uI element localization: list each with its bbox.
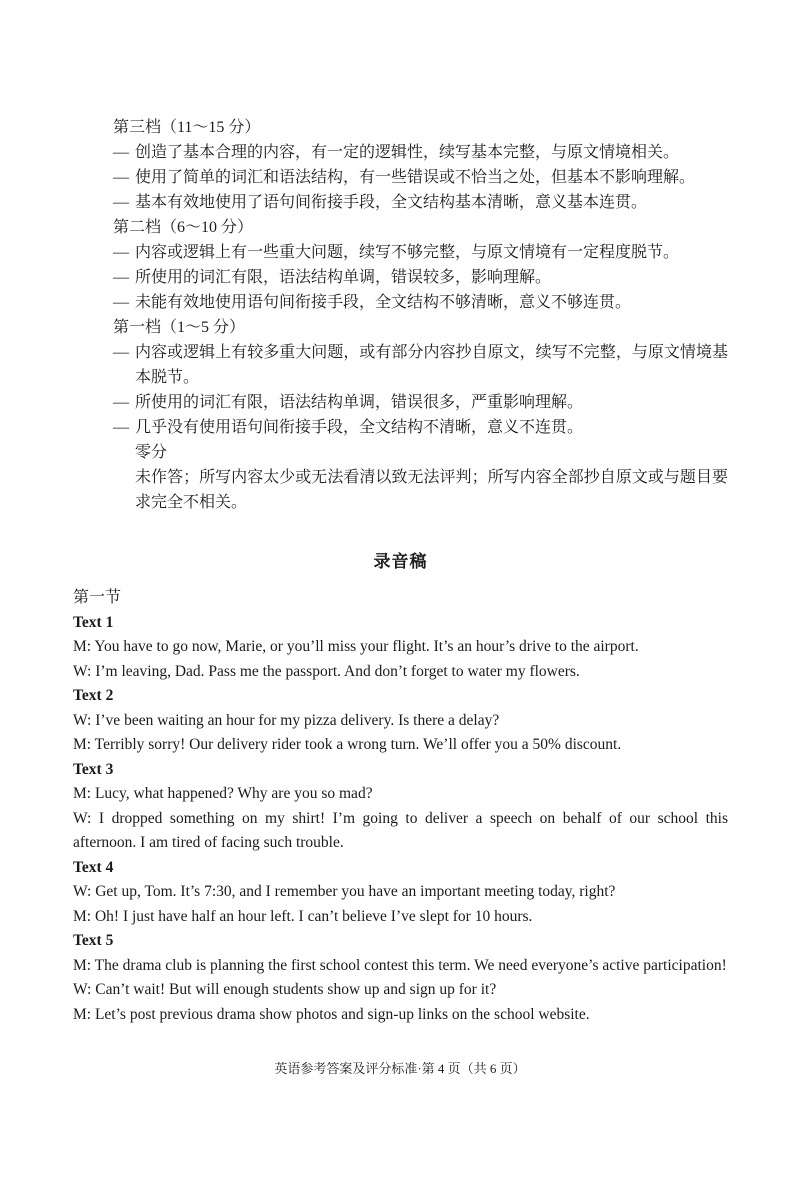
dialogue-line: M: Terribly sorry! Our delivery rider took a wrong turn. We’ll offer you a 50% discount. bbox=[73, 736, 622, 753]
rubric-band-title: 第三档（11～15 分） bbox=[113, 119, 261, 136]
dash-marker: — bbox=[113, 394, 129, 411]
rubric-band-title: 第一档（1～5 分） bbox=[113, 319, 246, 336]
section-label: 第一节 bbox=[73, 589, 122, 606]
scoring-rubric bbox=[73, 115, 728, 515]
dialogue-line: W: I’m leaving, Dad. Pass me the passport. And don’t forget to water my flowers. bbox=[73, 662, 580, 680]
rubric-item-text: 内容或逻辑上有较多重大问题，或有部分内容抄自原文，续写不完整，与原文情境基本脱节。 bbox=[135, 344, 728, 386]
dash-marker: — bbox=[113, 244, 129, 261]
dash-marker: — bbox=[113, 419, 129, 436]
text-label: Text 1 bbox=[73, 613, 114, 631]
dash-marker: — bbox=[113, 194, 129, 211]
page-content bbox=[73, 115, 728, 1027]
dialogue-line: M: Oh! I just have half an hour left. I can’t believe I’ve slept for 10 hours. bbox=[73, 907, 533, 925]
zero-score-title: 零分 bbox=[135, 444, 168, 461]
text-label: Text 4 bbox=[73, 858, 114, 876]
dash-marker: — bbox=[113, 169, 129, 186]
dialogue-line: W: Get up, Tom. It’s 7:30, and I remember you have an important meeting today, right? bbox=[73, 883, 616, 900]
transcript-heading: 录音稿 bbox=[373, 552, 428, 571]
rubric-band-title: 第二档（6～10 分） bbox=[113, 219, 254, 236]
rubric-item-text: 使用了简单的词汇和语法结构，有一些错误或不恰当之处，但基本不影响理解。 bbox=[135, 169, 696, 186]
dialogue-line: M: The drama club is planning the first school contest this term. We need everyone’s active participation! bbox=[73, 956, 727, 974]
rubric-item-text: 几乎没有使用语句间衔接手段，全文结构不清晰，意义不连贯。 bbox=[135, 419, 584, 436]
dash-marker: — bbox=[113, 294, 129, 311]
text-label: Text 2 bbox=[73, 687, 114, 704]
zero-score-block bbox=[113, 440, 728, 515]
rubric-item-text: 基本有效地使用了语句间衔接手段，全文结构基本清晰，意义基本连贯。 bbox=[135, 194, 648, 211]
rubric-item bbox=[113, 265, 728, 290]
text-label: Text 3 bbox=[73, 760, 114, 778]
rubric-item-text: 内容或逻辑上有一些重大问题，续写不够完整，与原文情境有一定程度脱节。 bbox=[135, 244, 680, 261]
rubric-item bbox=[113, 340, 728, 390]
dialogue-line: M: You have to go now, Marie, or you’ll miss your flight. It’s an hour’s drive to the airport. bbox=[73, 638, 639, 655]
listening-transcript bbox=[73, 586, 728, 1027]
dialogue-line: W: I dropped something on my shirt! I’m going to deliver a speech on behalf of our school this afternoon. I am tired of facing such trouble. bbox=[73, 809, 728, 851]
dash-marker: — bbox=[113, 344, 129, 361]
dialogue-line: M: Lucy, what happened? Why are you so mad? bbox=[73, 785, 373, 802]
dash-marker: — bbox=[113, 269, 129, 286]
dialogue-line: M: Let’s post previous drama show photos and sign-up links on the school website. bbox=[73, 1005, 590, 1023]
dialogue-line: W: Can’t wait! But will enough students show up and sign up for it? bbox=[73, 981, 497, 998]
text-label: Text 5 bbox=[73, 932, 114, 949]
rubric-item-text: 创造了基本合理的内容，有一定的逻辑性，续写基本完整，与原文情境相关。 bbox=[135, 144, 680, 161]
rubric-item bbox=[113, 190, 728, 215]
rubric-item-text: 所使用的词汇有限，语法结构单调，错误很多，严重影响理解。 bbox=[135, 394, 584, 411]
rubric-item bbox=[113, 390, 728, 415]
rubric-item bbox=[113, 240, 728, 265]
zero-score-text: 未作答；所写内容太少或无法看清以致无法评判；所写内容全部抄自原文或与题目要求完全不相关。 bbox=[135, 469, 728, 511]
page-footer: 英语参考答案及评分标准·第 4 页（共 6 页） bbox=[274, 1061, 526, 1076]
rubric-item bbox=[113, 165, 728, 190]
rubric-item-text: 所使用的词汇有限，语法结构单调，错误较多，影响理解。 bbox=[135, 269, 552, 286]
dash-marker: — bbox=[113, 144, 129, 161]
rubric-item bbox=[113, 415, 728, 440]
rubric-item bbox=[113, 140, 728, 165]
rubric-item bbox=[113, 290, 728, 315]
dialogue-line: W: I’ve been waiting an hour for my pizza delivery. Is there a delay? bbox=[73, 711, 500, 729]
rubric-item-text: 未能有效地使用语句间衔接手段，全文结构不够清晰，意义不够连贯。 bbox=[135, 294, 632, 311]
